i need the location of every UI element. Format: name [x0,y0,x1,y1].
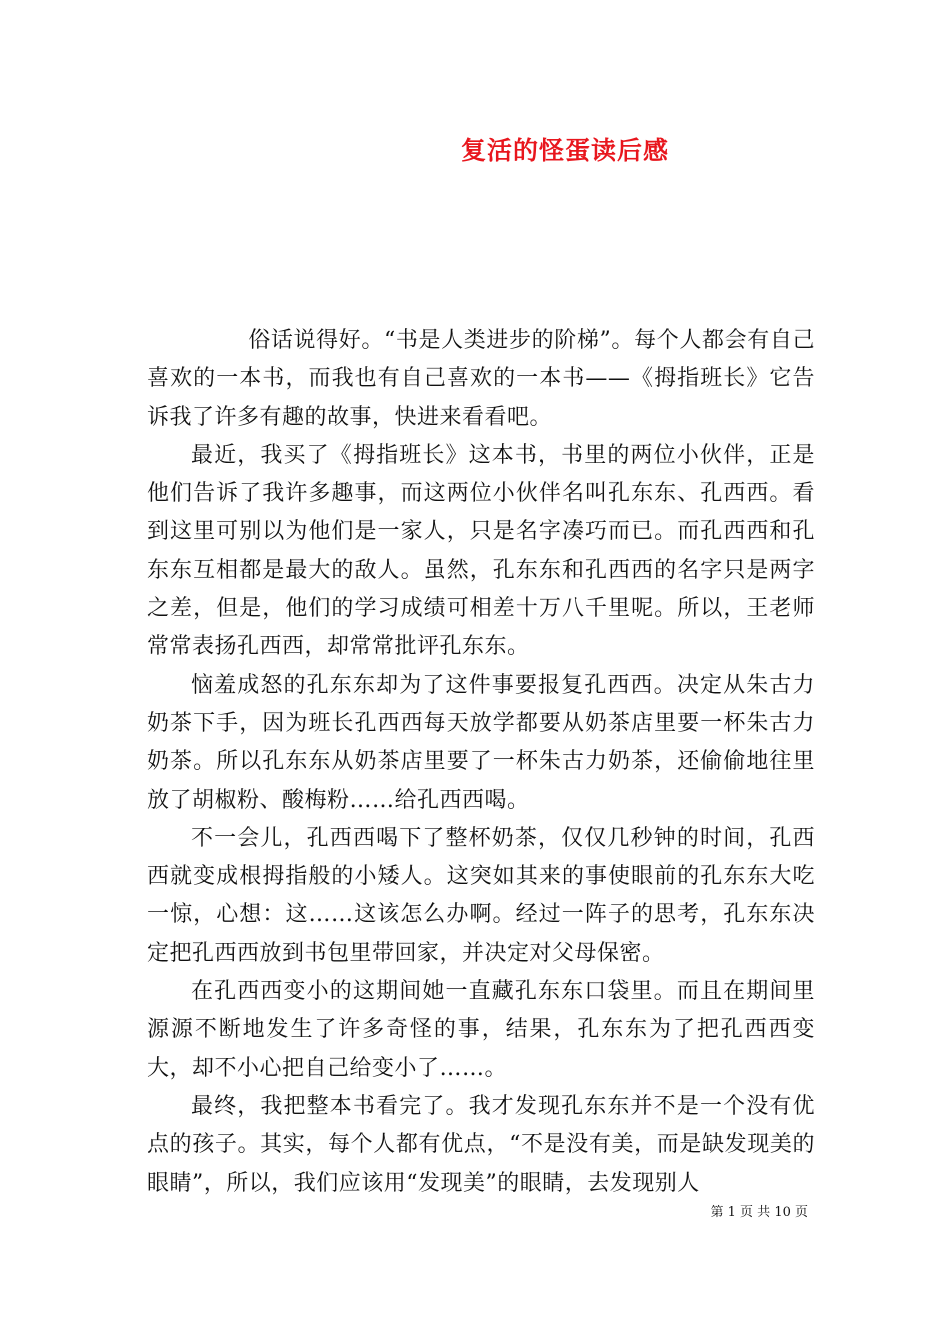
page-number-footer: 第 1 页 共 10 页 [710,1205,808,1220]
paragraph: 在孔西西变小的这期间她一直藏孔东东口袋里。而且在期间里源源不断地发生了许多奇怪的事，结果，孔东东为了把孔西西变大，却不小心把自己给变小了……。 [147,979,815,1081]
document-body [147,322,815,1203]
paragraph: 恼羞成怒的孔东东却为了这件事要报复孔西西。决定从朱古力奶茶下手，因为班长孔西西每天放学都要从奶茶店里要一杯朱古力奶茶。所以孔东东从奶茶店里要了一杯朱古力奶茶，还偷偷地往里放了胡椒粉、酸梅粉……给孔西西喝。 [147,672,815,813]
paragraph: 最终，我把整本书看完了。我才发现孔东东并不是一个没有优点的孩子。其实，每个人都有优点，“不是没有美，而是缺发现美的眼睛”，所以，我们应该用“发现美”的眼睛，去发现别人 [147,1093,815,1196]
paragraph: 最近，我买了《拇指班长》这本书，书里的两位小伙伴，正是他们告诉了我许多趣事，而这两位小伙伴名叫孔东东、孔西西。看到这里可别以为他们是一家人，只是名字凑巧而已。而孔西西和孔东东互相都是最大的敌人。虽然，孔东东和孔西西的名字只是两字之差，但是，他们的学习成绩可相差十万八千里呢。所以，王老师常常表扬孔西西，却常常批评孔东东。 [147,442,815,660]
paragraph: 不一会儿，孔西西喝下了整杯奶茶，仅仅几秒钟的时间，孔西西就变成根拇指般的小矮人。这突如其来的事使眼前的孔东东大吃一惊，心想：这……这该怎么办啊。经过一阵子的思考，孔东东决定把孔西西放到书包里带回家，并决定对父母保密。 [147,825,815,966]
document-title: 复活的怪蛋读后感 [460,136,669,165]
paragraph: 俗话说得好。“书是人类进步的阶梯”。每个人都会有自己喜欢的一本书，而我也有自己喜欢的一本书——《拇指班长》它告诉我了许多有趣的故事，快进来看看吧。 [147,328,815,430]
